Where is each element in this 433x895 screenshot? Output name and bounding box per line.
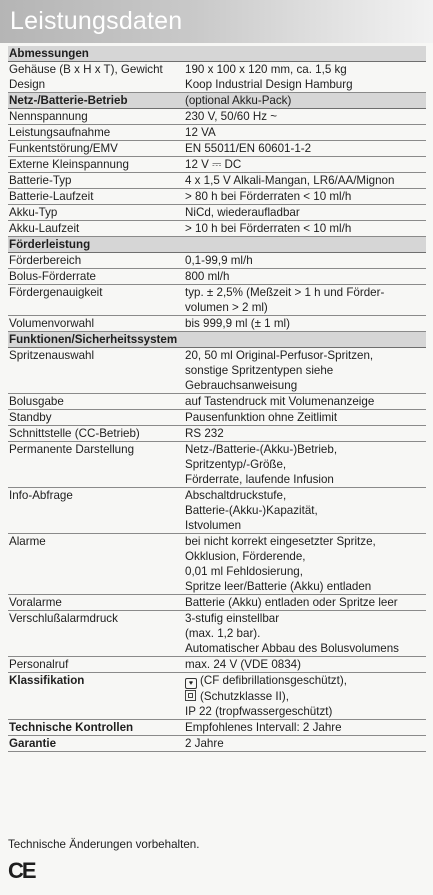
- spec-label-line: Personalruf: [9, 658, 69, 671]
- spec-value-line: [185, 378, 426, 393]
- spec-row: [8, 720, 426, 736]
- spec-value-text: RS 232: [185, 427, 224, 440]
- spec-label: [8, 316, 185, 331]
- spec-value-text: Gebrauchsanweisung: [185, 379, 298, 392]
- spec-value: [185, 221, 426, 236]
- spec-value-text: IP 22 (tropfwassergeschützt): [185, 705, 333, 718]
- spec-value: [185, 269, 426, 284]
- spec-value: [185, 253, 426, 268]
- spec-label-line: Verschlußalarmdruck: [9, 612, 118, 625]
- spec-value-line: [185, 363, 426, 378]
- spec-value-text: typ. ± 2,5% (Meßzeit > 1 h und Förder-: [185, 286, 385, 299]
- spec-value-line: [185, 472, 426, 487]
- section-header: [8, 93, 426, 109]
- spec-row: [8, 348, 426, 394]
- spec-value-line: [185, 534, 426, 549]
- spec-label: [8, 109, 185, 124]
- spec-value: [185, 534, 426, 594]
- spec-row: [8, 534, 426, 595]
- spec-row: [8, 189, 426, 205]
- spec-row: [8, 595, 426, 611]
- spec-value-text: 20, 50 ml Original-Perfusor-Spritzen,: [185, 349, 374, 362]
- footnote: Technische Änderungen vorbehalten.: [8, 838, 200, 851]
- spec-label: [8, 442, 185, 487]
- spec-value-line: [185, 410, 426, 425]
- spec-value-line: [185, 109, 426, 124]
- spec-value-text: 800 ml/h: [185, 270, 230, 283]
- spec-value: [185, 189, 426, 204]
- spec-value: [185, 125, 426, 140]
- spec-value-line: [185, 189, 426, 204]
- spec-value-text: auf Tastendruck mit Volumenanzeige: [185, 395, 375, 408]
- spec-value-text: 12 VA: [185, 126, 216, 139]
- spec-value-text: > 10 h bei Förderraten < 10 ml/h: [185, 222, 352, 235]
- spec-label: [8, 394, 185, 409]
- spec-value: [185, 410, 426, 425]
- spec-value: [185, 426, 426, 441]
- spec-value-line: [185, 704, 426, 719]
- spec-value-text: (CF defibrillationsgeschützt),: [200, 674, 347, 687]
- spec-label: [8, 173, 185, 188]
- spec-value-text: volumen > 2 ml): [185, 301, 268, 314]
- spec-label-line: Batterie-Laufzeit: [9, 190, 94, 203]
- spec-value: [185, 736, 426, 751]
- spec-value-line: [185, 125, 426, 140]
- spec-label-line: Nennspannung: [9, 110, 88, 123]
- spec-label: [8, 611, 185, 656]
- spec-value-line: [185, 205, 426, 220]
- spec-label-line: Spritzenauswahl: [9, 349, 95, 362]
- spec-value-line: [185, 626, 426, 641]
- spec-row: [8, 125, 426, 141]
- spec-value: [185, 205, 426, 220]
- spec-label-line: Voralarme: [9, 596, 62, 609]
- section-title: Funktionen/Sicherheitssystem: [9, 333, 178, 346]
- spec-value: [185, 141, 426, 156]
- spec-row: [8, 673, 426, 720]
- spec-row: [8, 141, 426, 157]
- spec-value-text: (max. 1,2 bar).: [185, 627, 261, 640]
- spec-label-line: Klassifikation: [9, 674, 85, 687]
- spec-label-line: Info-Abfrage: [9, 489, 73, 502]
- section-header: [8, 46, 426, 62]
- spec-label-line: Permanente Darstellung: [9, 443, 135, 456]
- spec-label-line: Schnittstelle (CC-Betrieb): [9, 427, 140, 440]
- spec-value-text: Batterie-(Akku-)Kapazität,: [185, 504, 318, 517]
- spec-value-text: 3-stufig einstellbar: [185, 612, 280, 625]
- spec-value-line: [185, 269, 426, 284]
- spec-value-line: [185, 611, 426, 626]
- spec-row: [8, 173, 426, 189]
- spec-value-text: EN 55011/EN 60601-1-2: [185, 142, 312, 155]
- spec-label-line: Standby: [9, 411, 52, 424]
- spec-value-line: [185, 62, 426, 77]
- spec-label-line: Funkentstörung/EMV: [9, 142, 118, 155]
- spec-label: [8, 673, 185, 719]
- spec-row: [8, 736, 426, 752]
- spec-value-text: Abschaltdruckstufe,: [185, 489, 287, 502]
- spec-value-text: 190 x 100 x 120 mm, ca. 1,5 kg: [185, 63, 347, 76]
- spec-value-line: [185, 689, 426, 704]
- spec-label: [8, 595, 185, 610]
- spec-row: [8, 157, 426, 173]
- spec-label-line: Batterie-Typ: [9, 174, 72, 187]
- spec-value-text: Koop Industrial Design Hamburg: [185, 78, 353, 91]
- spec-label: [8, 720, 185, 735]
- spec-value-line: [185, 657, 426, 672]
- spec-label-line: Förderbereich: [9, 254, 82, 267]
- spec-value: [185, 62, 426, 92]
- spec-value-line: [185, 221, 426, 236]
- spec-label: [8, 534, 185, 594]
- spec-value-text: Förderrate, laufende Infusion: [185, 473, 334, 486]
- spec-label-line: Technische Kontrollen: [9, 721, 134, 734]
- spec-value-line: [185, 300, 426, 315]
- spec-value: [185, 720, 426, 735]
- spec-row: [8, 657, 426, 673]
- spec-value-text: Spritze leer/Batterie (Akku) entladen: [185, 580, 372, 593]
- spec-row: [8, 285, 426, 316]
- spec-value-text: bis 999,9 ml (± 1 ml): [185, 317, 290, 330]
- spec-value-line: [185, 595, 426, 610]
- spec-label: [8, 269, 185, 284]
- spec-value-text: Netz-/Batterie-(Akku-)Betrieb,: [185, 443, 338, 456]
- ce-mark: CE: [8, 858, 35, 883]
- spec-label: [8, 736, 185, 751]
- spec-label-line: Leistungsaufnahme: [9, 126, 111, 139]
- spec-label: [8, 157, 185, 172]
- spec-row: [8, 410, 426, 426]
- spec-value-line: [185, 253, 426, 268]
- spec-label: [8, 125, 185, 140]
- spec-value-line: [185, 157, 426, 172]
- spec-value: [185, 673, 426, 719]
- spec-label-line: Gehäuse (B x H x T), Gewicht: [9, 63, 163, 76]
- spec-value-text: sonstige Spritzentypen siehe: [185, 364, 334, 377]
- spec-value-text: Pausenfunktion ohne Zeitlimit: [185, 411, 338, 424]
- spec-label-line: Externe Kleinspannung: [9, 158, 129, 171]
- spec-value: [185, 316, 426, 331]
- spec-value: [185, 611, 426, 656]
- spec-value: [185, 173, 426, 188]
- spec-label-line: Volumenvorwahl: [9, 317, 95, 330]
- spec-value: [185, 348, 426, 393]
- spec-label-line: Garantie: [9, 737, 57, 750]
- spec-row: [8, 205, 426, 221]
- protection-class-ii-icon: [185, 690, 196, 701]
- spec-label-line: Akku-Laufzeit: [9, 222, 80, 235]
- spec-value-line: [185, 518, 426, 533]
- spec-value-text: max. 24 V (VDE 0834): [185, 658, 301, 671]
- cf-defib-heart-icon: ♥: [185, 678, 197, 689]
- spec-label: [8, 141, 185, 156]
- spec-value-line: [185, 394, 426, 409]
- title-bar: [0, 0, 433, 43]
- spec-label: [8, 488, 185, 533]
- spec-value-text: bei nicht korrekt eingesetzter Spritze,: [185, 535, 376, 548]
- spec-value-line: [185, 488, 426, 503]
- spec-label: [8, 205, 185, 220]
- spec-value-line: [185, 426, 426, 441]
- spec-value: [185, 595, 426, 610]
- spec-row: [8, 426, 426, 442]
- spec-value-line: [185, 720, 426, 735]
- spec-value-text: Empfohlenes Intervall: 2 Jahre: [185, 721, 342, 734]
- spec-value-line: [185, 442, 426, 457]
- spec-label-line: Design: [9, 78, 46, 91]
- spec-label-line: Fördergenauigkeit: [9, 286, 103, 299]
- spec-row: [8, 221, 426, 237]
- spec-value: [185, 488, 426, 533]
- spec-row: [8, 611, 426, 657]
- spec-value-text: 230 V, 50/60 Hz ~: [185, 110, 278, 123]
- spec-value: [185, 285, 426, 315]
- spec-value-line: [185, 348, 426, 363]
- spec-value: [185, 442, 426, 487]
- page-title: Leistungsdaten: [10, 7, 183, 35]
- spec-label: [8, 657, 185, 672]
- spec-value-text: Istvolumen: [185, 519, 242, 532]
- spec-label: [8, 221, 185, 236]
- spec-value-line: [185, 564, 426, 579]
- spec-value-text: 0,01 ml Fehldosierung,: [185, 565, 303, 578]
- spec-value-line: [185, 579, 426, 594]
- spec-label: [8, 348, 185, 393]
- spec-label-line: Akku-Typ: [9, 206, 58, 219]
- spec-label: [8, 253, 185, 268]
- section-title: Netz-/Batterie-Betrieb: [9, 94, 128, 107]
- spec-row: [8, 442, 426, 488]
- spec-label: [8, 285, 185, 315]
- spec-value: [185, 157, 426, 172]
- spec-value-line: [185, 457, 426, 472]
- spec-value-line: [185, 736, 426, 751]
- spec-label-line: Alarme: [9, 535, 46, 548]
- spec-table: [8, 46, 426, 752]
- section-title: Förderleistung: [9, 238, 91, 251]
- spec-label-line: Bolusgabe: [9, 395, 64, 408]
- spec-value-text: 0,1-99,9 ml/h: [185, 254, 253, 267]
- spec-row: [8, 269, 426, 285]
- spec-value: [185, 394, 426, 409]
- spec-row: [8, 62, 426, 93]
- spec-row: [8, 253, 426, 269]
- spec-value-text: NiCd, wiederaufladbar: [185, 206, 300, 219]
- spec-value-line: [185, 503, 426, 518]
- spec-value-line: [185, 673, 426, 689]
- spec-value-text: Batterie (Akku) entladen oder Spritze leer: [185, 596, 398, 609]
- spec-label: [8, 189, 185, 204]
- spec-row: [8, 488, 426, 534]
- spec-value: [185, 109, 426, 124]
- section-header: [8, 237, 426, 253]
- section-header: [8, 332, 426, 348]
- section-title: Abmessungen: [9, 47, 89, 60]
- spec-value-line: [185, 641, 426, 656]
- spec-label: [8, 410, 185, 425]
- spec-value-line: [185, 316, 426, 331]
- spec-value-text: 4 x 1,5 V Alkali-Mangan, LR6/AA/Mignon: [185, 174, 395, 187]
- spec-value-text: 2 Jahre: [185, 737, 224, 750]
- spec-value-text: > 80 h bei Förderraten < 10 ml/h: [185, 190, 352, 203]
- spec-label-line: Bolus-Förderrate: [9, 270, 96, 283]
- spec-value-text: 12 V ⎓ DC: [185, 158, 242, 171]
- spec-value-line: [185, 549, 426, 564]
- spec-label: [8, 426, 185, 441]
- spec-value-text: (Schutzklasse II),: [200, 690, 289, 703]
- spec-row: [8, 316, 426, 332]
- spec-value-line: [185, 77, 426, 92]
- spec-value-text: Spritzentyp/-Größe,: [185, 458, 287, 471]
- spec-value-text: Okklusion, Förderende,: [185, 550, 306, 563]
- section-note: (optional Akku-Pack): [185, 94, 292, 107]
- spec-value-line: [185, 173, 426, 188]
- spec-value: [185, 657, 426, 672]
- spec-row: [8, 394, 426, 410]
- spec-value-line: [185, 141, 426, 156]
- spec-row: [8, 109, 426, 125]
- spec-value-text: Automatischer Abbau des Bolusvolumens: [185, 642, 399, 655]
- spec-value-line: [185, 285, 426, 300]
- spec-label: [8, 62, 185, 92]
